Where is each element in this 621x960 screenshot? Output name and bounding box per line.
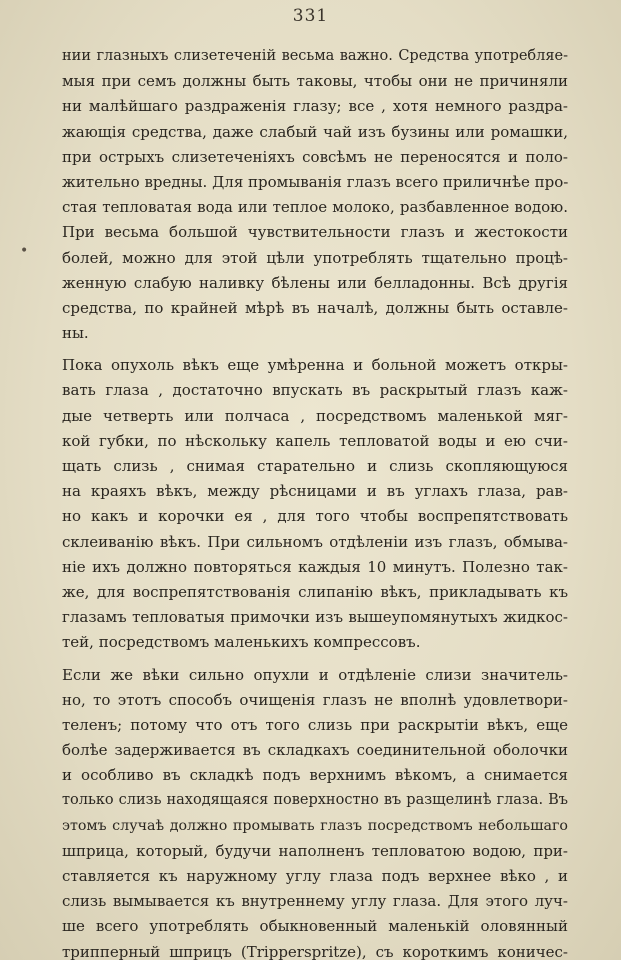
text-line: ны.	[62, 324, 89, 343]
text-line: ставляется къ наружному углу глаза подъ верхнее вѣко , и	[62, 867, 568, 885]
paragraph-2	[62, 353, 568, 655]
text-line: слизь вымывается къ внутреннему углу глаза. Для этого луч-	[62, 892, 568, 911]
text-line: При весьма большой чувствительности глазъ и жестокости	[62, 223, 568, 242]
text-line: кой губки, по нѣскольку капель тепловатой воды и ею счи-	[62, 431, 568, 450]
text-block	[62, 44, 568, 960]
text-line: ніе ихъ должно повторяться каждыя 10 минутъ. Полезно так-	[62, 557, 568, 576]
text-line: шприца, который, будучи наполненъ тепловатою водою, при-	[62, 841, 568, 860]
paragraph-3	[62, 663, 568, 960]
text-line: вать глаза , достаточно впускать въ раскрытый глазъ каж-	[62, 381, 568, 400]
text-line: но, то этотъ способъ очищенія глазъ не вполнѣ удовлетвори-	[62, 690, 568, 709]
margin-mark: •	[20, 243, 29, 259]
text-line: болѣе задерживается въ складкахъ соединительной оболочки	[62, 741, 568, 760]
text-line: но какъ и корочки ея , для того чтобы воспрепятствовать	[62, 507, 568, 526]
text-line: женную слабую наливку бѣлены или белладонны. Всѣ другія	[62, 273, 568, 292]
text-line: тей, посредствомъ маленькихъ компрессовъ.	[62, 633, 421, 652]
paragraph-gap	[62, 656, 568, 663]
paragraph-1	[62, 44, 568, 346]
text-line: теленъ; потому что отъ того слизь при раскрытіи вѣкъ, еще	[62, 715, 568, 734]
text-line: только слизь находящаяся поверхностно въ разщелинѣ глаза. Въ	[62, 792, 568, 809]
text-line: жающія средства, даже слабый чай изъ бузины или ромашки,	[62, 122, 568, 141]
text-line: ни малѣйшаго раздраженія глазу; все , хотя немного раздра-	[62, 97, 568, 116]
text-line: щать слизь , снимая старательно и слизь скопляющуюся	[62, 457, 568, 475]
text-line: склеиванію вѣкъ. При сильномъ отдѣленіи изъ глазъ, обмыва-	[62, 532, 568, 551]
text-line: средства, по крайней мѣрѣ въ началѣ, должны быть оставле-	[62, 298, 568, 317]
page-number: 331	[292, 6, 329, 26]
text-line: Пока опухоль вѣкъ еще умѣренна и больной можетъ откры-	[62, 356, 568, 375]
text-line: этомъ случаѣ должно промывать глазъ посредствомъ небольшаго	[62, 817, 568, 834]
text-line: ше всего употреблять обыкновенный маленькій оловянный	[62, 917, 568, 936]
text-line: мыя при семъ должны быть таковы, чтобы они не причиняли	[62, 72, 568, 91]
text-line: жительно вредны. Для промыванія глазъ всего приличнѣе про-	[62, 172, 568, 191]
text-line: болей, можно для этой цѣли употреблять тщательно процѣ-	[62, 248, 568, 267]
text-line: же, для воспрепятствованія слипанію вѣкъ, прикладывать къ	[62, 582, 568, 601]
text-line: трипперный шприцъ (Tripperspritze), съ короткимъ коничес-	[62, 942, 568, 960]
text-line: нии глазныхъ слизетеченій весьма важно. Средства употребляе-	[62, 48, 568, 64]
text-line: Если же вѣки сильно опухли и отдѣленіе слизи значитель-	[62, 665, 568, 684]
text-line: при острыхъ слизетеченіяхъ совсѣмъ не переносятся и поло-	[62, 147, 568, 166]
paragraph-gap	[62, 346, 568, 353]
text-line: стая тепловатая вода или теплое молоко, разбавленное водою.	[62, 198, 568, 217]
text-line: на краяхъ вѣкъ, между рѣсницами и въ углахъ глаза, рав-	[62, 482, 568, 501]
text-line: дые четверть или полчаса , посредствомъ маленькой мяг-	[62, 406, 568, 425]
text-line: глазамъ тепловатыя примочки изъ вышеупомянутыхъ жидкос-	[62, 608, 568, 627]
text-line: и особливо въ складкѣ подъ верхнимъ вѣкомъ, а снимается	[62, 766, 568, 785]
